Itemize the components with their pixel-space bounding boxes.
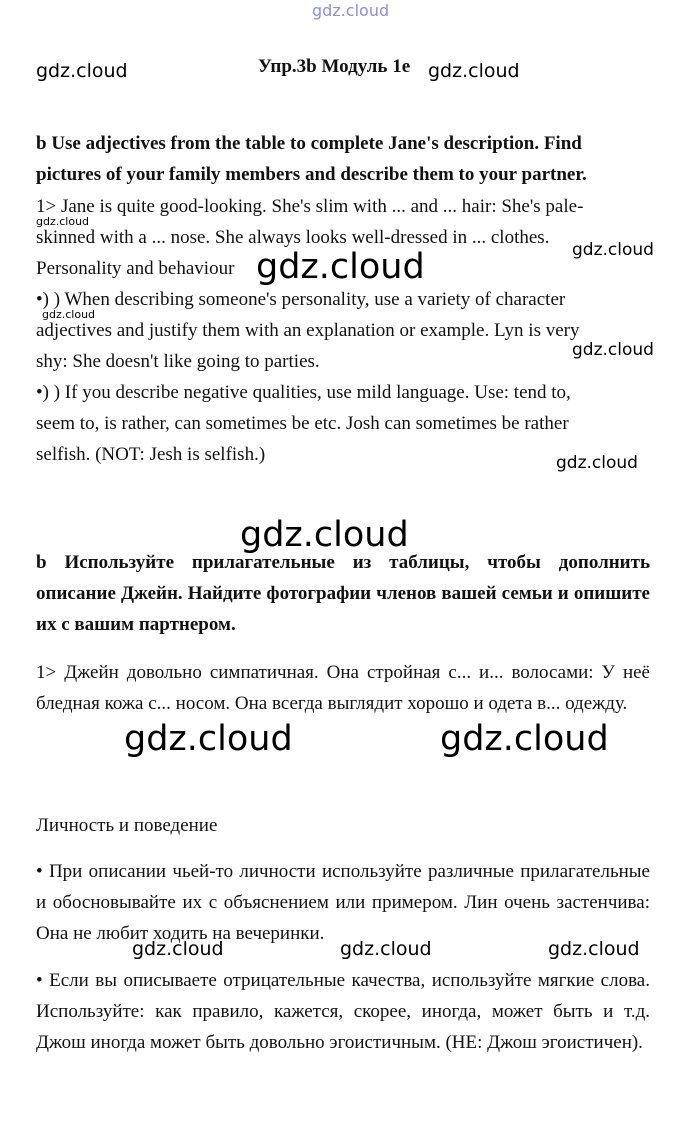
watermark: gdz.cloud	[556, 453, 638, 473]
english-line: adjectives and justify them with an explanation or example. Lyn is very	[36, 320, 580, 341]
english-line: Personality and behaviour	[36, 258, 235, 279]
english-line: shy: She doesn't like going to parties.	[36, 351, 320, 372]
watermark: gdz.cloud	[36, 215, 90, 228]
english-line: 1> Jane is quite good-looking. She's slim with ... and ... hair: She's pale-	[36, 196, 584, 217]
watermark: gdz.cloud	[572, 240, 654, 260]
watermark-top: gdz.cloud	[312, 1, 390, 20]
watermark: gdz.cloud	[132, 938, 224, 960]
watermark: gdz.cloud	[548, 938, 640, 960]
watermark: gdz.cloud	[572, 340, 654, 360]
english-line: •) ) If you describe negative qualities, use mild language. Use: tend to,	[36, 382, 571, 403]
russian-paragraph: 1> Джейн довольно симпатичная. Она стройная с... и... волосами: У неё бледная кожа с... носом. Она всегда выглядит хорошо и одета в... одежду.	[36, 662, 650, 714]
russian-task: b Используйте прилагательные из таблицы, чтобы дополнить описание Джейн. Найдите фотографии членов вашей семьи и опишите их с вашим партнером.	[36, 552, 650, 635]
page-title: Упр.3b Модуль 1e	[258, 56, 411, 77]
english-task-line: b Use adjectives from the table to complete Jane's description. Find	[36, 133, 582, 154]
watermark: gdz.cloud	[440, 719, 609, 759]
english-line: •) ) When describing someone's personality, use a variety of character	[36, 289, 566, 310]
english-line: selfish. (NOT: Jesh is selfish.)	[36, 444, 266, 465]
watermark: gdz.cloud	[256, 247, 425, 287]
russian-heading: Личность и поведение	[36, 815, 218, 836]
russian-bullet: • При описании чьей-то личности используйте различные прилагательные и обосновывайте их с объяснением или примером. Лин очень застенчива: Она не любит ходить на вечеринки.	[36, 861, 650, 944]
russian-bullet: • Если вы описываете отрицательные качества, используйте мягкие слова. Используйте: как правило, кажется, скорее, иногда, может быть и т.д. Джош иногда может быть довольно эгоистичным. (НЕ: Джош эгоистичен).	[36, 970, 650, 1053]
watermark: gdz.cloud	[36, 60, 128, 82]
watermark: gdz.cloud	[240, 515, 409, 555]
watermark: gdz.cloud	[124, 719, 293, 759]
watermark: gdz.cloud	[42, 308, 96, 321]
english-task-line: pictures of your family members and describe them to your partner.	[36, 164, 587, 185]
english-line: skinned with a ... nose. She always looks well-dressed in ... clothes.	[36, 227, 550, 248]
english-line: seem to, is rather, can sometimes be etc. Josh can sometimes be rather	[36, 413, 569, 434]
watermark: gdz.cloud	[340, 938, 432, 960]
watermark: gdz.cloud	[428, 60, 520, 82]
